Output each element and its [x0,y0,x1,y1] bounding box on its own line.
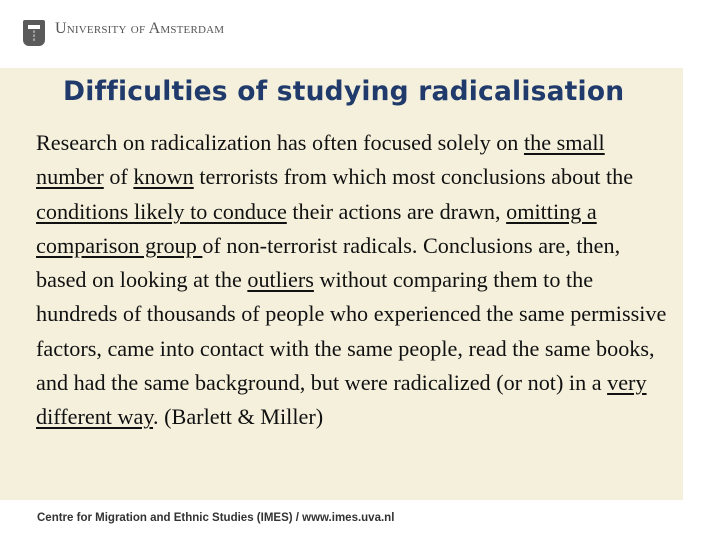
underlined-phrase: known [133,164,194,190]
body-text-segment: without comparing them to the hundreds of thousands of people who experienced the same permissive factors, came into contact with the same people, read the same books, and had the same background, but were radicalized (or not) in a [36,267,667,396]
body-text-segment: of non-terrorist radicals. Conclusions are, then, based on looking at the [36,232,621,293]
slide-title: Difficulties of studying radicalisation [63,76,625,107]
underlined-phrase: outliers [247,267,314,293]
underlined-phrase: very different way [36,370,647,430]
body-text-segment: their actions are drawn, [286,198,507,224]
university-seal-icon [23,20,45,46]
underlined-phrase: conditions likely to conduce [36,198,287,224]
body-text-segment: . (Barlett & Miller) [153,404,324,430]
svg-text:×: × [32,33,36,38]
svg-text:×: × [32,37,36,42]
svg-text:×: × [32,29,36,34]
body-text-segment: terrorists from which most conclusions about the [193,164,634,190]
underlined-phrase: the small number [36,130,605,190]
header-bar [0,0,720,68]
university-name: University of Amsterdam [55,20,225,37]
body-text-segment: Research on radicalization has often focused solely on [36,130,524,155]
footer-text: Centre for Migration and Ethnic Studies (IMES) / www.imes.uva.nl [37,512,395,524]
body-text-segment: of [103,164,134,190]
slide-body-text [36,126,676,435]
underlined-phrase: omitting a comparison group [36,198,597,258]
